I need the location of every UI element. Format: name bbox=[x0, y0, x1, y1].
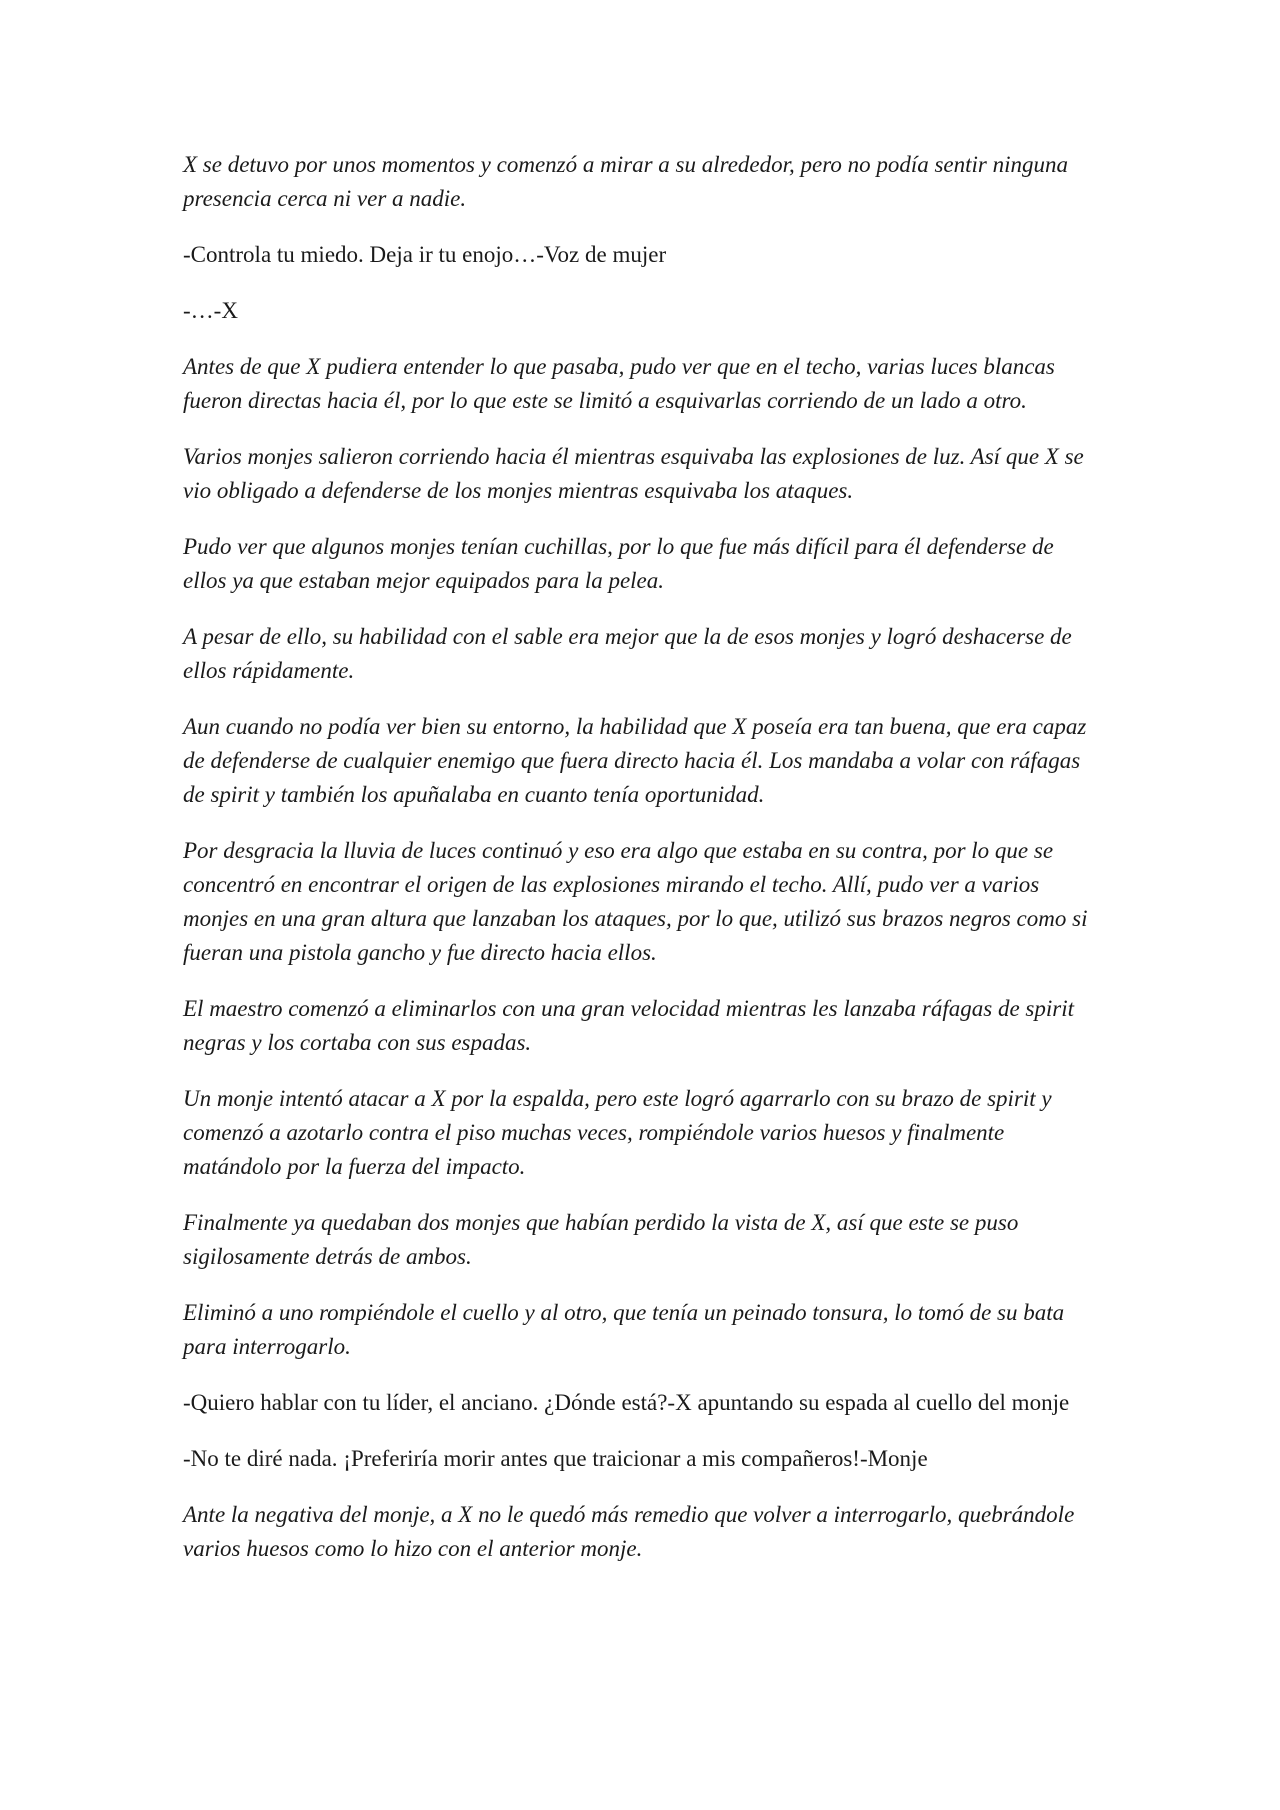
dialogue-line: -Controla tu miedo. Deja ir tu enojo…-Voz de mujer bbox=[183, 242, 667, 267]
narration-paragraph: Un monje intentó atacar a X por la espalda, pero este logró agarrarlo con su brazo de spirit y comenzó a azotarlo contra el piso muchas veces, rompiéndole varios huesos y finalmente matándolo por la fuerza del impacto. bbox=[183, 1086, 1052, 1179]
narration-paragraph: A pesar de ello, su habilidad con el sable era mejor que la de esos monjes y logró deshacerse de ellos rápidamente. bbox=[183, 624, 1072, 683]
narration-paragraph: Ante la negativa del monje, a X no le quedó más remedio que volver a interrogarlo, quebrándole varios huesos como lo hizo con el anterior monje. bbox=[183, 1502, 1075, 1561]
narration-paragraph: Por desgracia la lluvia de luces continuó y eso era algo que estaba en su contra, por lo que se concentró en encontrar el origen de las explosiones mirando el techo. Allí, pudo ver a varios monjes en una gran altura que lanzaban los ataques, por lo que, utilizó sus brazos negros como si fueran una pistola gancho y fue directo hacia ellos. bbox=[183, 838, 1088, 965]
narration-paragraph: Finalmente ya quedaban dos monjes que habían perdido la vista de X, así que este se puso sigilosamente detrás de ambos. bbox=[183, 1210, 1019, 1269]
narration-paragraph: Varios monjes salieron corriendo hacia él mientras esquivaba las explosiones de luz. Así que X se vio obligado a defenderse de los monjes mientras esquivaba los ataques. bbox=[183, 444, 1084, 503]
narration-paragraph: Antes de que X pudiera entender lo que pasaba, pudo ver que en el techo, varias luces blancas fueron directas hacia él, por lo que este se limitó a esquivarlas corriendo de un lado a otro. bbox=[183, 354, 1055, 413]
dialogue-line: -…-X bbox=[183, 298, 238, 323]
narration-paragraph: Pudo ver que algunos monjes tenían cuchillas, por lo que fue más difícil para él defenderse de ellos ya que estaban mejor equipados para la pelea. bbox=[183, 534, 1054, 593]
dialogue-line: -Quiero hablar con tu líder, el anciano. ¿Dónde está?-X apuntando su espada al cuello del monje bbox=[183, 1390, 1070, 1415]
document-page bbox=[183, 148, 1098, 1588]
narration-paragraph: Eliminó a uno rompiéndole el cuello y al otro, que tenía un peinado tonsura, lo tomó de su bata para interrogarlo. bbox=[183, 1300, 1065, 1359]
narration-paragraph: Aun cuando no podía ver bien su entorno, la habilidad que X poseía era tan buena, que era capaz de defenderse de cualquier enemigo que fuera directo hacia él. Los mandaba a volar con ráfagas de spirit y también los apuñalaba en cuanto tenía oportunidad. bbox=[183, 714, 1087, 807]
narration-paragraph: El maestro comenzó a eliminarlos con una gran velocidad mientras les lanzaba ráfagas de spirit negras y los cortaba con sus espadas. bbox=[183, 996, 1074, 1055]
narration-paragraph: X se detuvo por unos momentos y comenzó a mirar a su alrededor, pero no podía sentir ninguna presencia cerca ni ver a nadie. bbox=[183, 152, 1069, 211]
dialogue-line: -No te diré nada. ¡Preferiría morir antes que traicionar a mis compañeros!-Monje bbox=[183, 1446, 928, 1471]
